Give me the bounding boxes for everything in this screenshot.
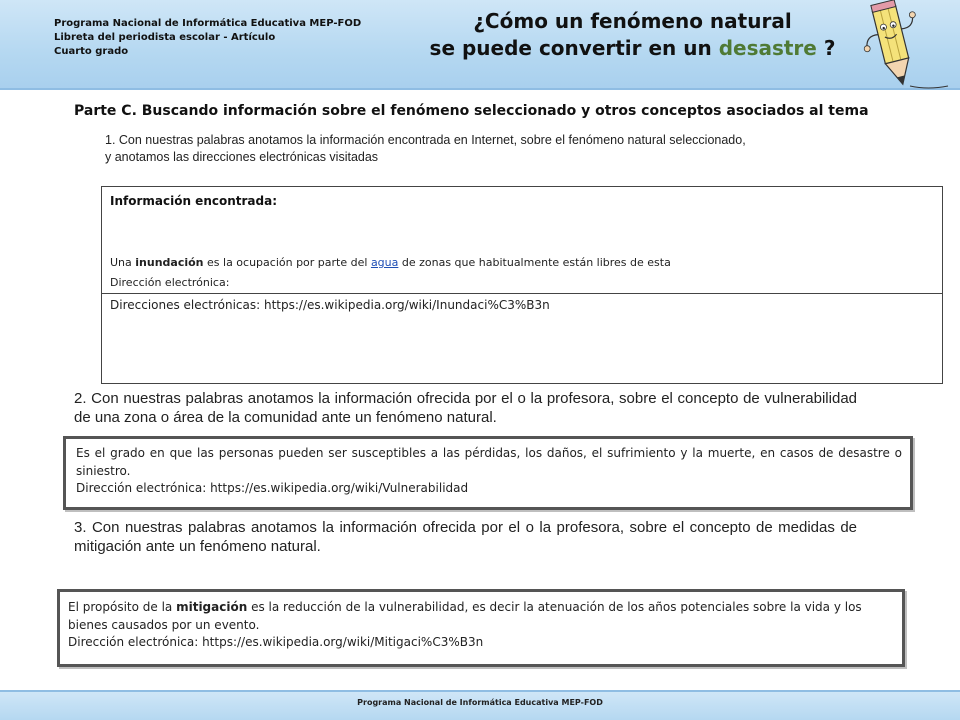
title-accent-word: desastre xyxy=(718,36,817,60)
information-cell xyxy=(102,187,942,294)
water-link[interactable]: agua xyxy=(370,256,399,269)
mitigation-answer-box xyxy=(57,589,905,667)
mitigation-address: Dirección electrónica: https://es.wikipedia.org/wiki/Mitigaci%C3%B3n xyxy=(68,635,484,649)
program-name: Programa Nacional de Informática Educativa MEP-FOD xyxy=(54,18,362,29)
question-2: 2. Con nuestras palabras anotamos la información ofrecida por el o la profesora, sobre el concepto de vulnerabilidad de una zona o área de la comunidad ante un fenómeno natural. xyxy=(74,390,857,426)
vulnerability-definition: Es el grado en que las personas pueden ser susceptibles a las pérdidas, los daños, el sufrimiento y la muerte, en casos de desastre o siniestro. xyxy=(76,446,902,478)
definition-start: Una xyxy=(110,256,136,269)
footer-band xyxy=(0,690,960,720)
title-line-2-end: ? xyxy=(816,36,836,60)
title-line-1: ¿Cómo un fenómeno natural xyxy=(473,9,792,33)
question-3: 3. Con nuestras palabras anotamos la información ofrecida por el o la profesora, sobre el concepto de medidas de mitigación ante un fenómeno natural. xyxy=(74,519,857,555)
footer-text: Programa Nacional de Informática Educativa MEP-FOD xyxy=(357,698,603,707)
vulnerability-address: Dirección electrónica: https://es.wikipedia.org/wiki/Vulnerabilidad xyxy=(76,481,469,495)
grade-label: Cuarto grado xyxy=(54,46,129,57)
pencil-character-icon xyxy=(858,0,958,92)
address-label: Dirección electrónica: xyxy=(110,276,230,289)
flood-definition xyxy=(110,256,671,269)
section-title: Parte C. Buscando información sobre el fenómeno seleccionado y otros conceptos asociados al tema xyxy=(74,103,869,119)
definition-end: de zonas que habitualmente están libres de esta xyxy=(398,256,671,269)
question-1-line-1: 1. Con nuestras palabras anotamos la información encontrada en Internet, sobre el fenómeno natural seleccionado, xyxy=(105,133,746,147)
program-info xyxy=(54,17,361,59)
mitigation-start: El propósito de la xyxy=(68,600,177,614)
definition-term: inundación xyxy=(135,256,204,269)
title-line-2 xyxy=(400,35,865,62)
page-title xyxy=(400,8,865,62)
question-1-line-2: y anotamos las direcciones electrónicas visitadas xyxy=(105,150,379,164)
mitigation-definition xyxy=(68,599,894,634)
question-1 xyxy=(105,132,905,166)
information-table xyxy=(101,186,943,384)
vulnerability-answer-box xyxy=(63,436,913,510)
mitigation-end: es la reducción de la vulnerabilidad, es decir la atenuación de los años potenciales sobre la vida y los bienes causados por un evento. xyxy=(68,600,862,632)
information-heading: Información encontrada: xyxy=(110,194,278,208)
definition-middle: es la ocupación por parte del xyxy=(203,256,371,269)
header-band xyxy=(0,0,960,90)
addresses-cell: Direcciones electrónicas: https://es.wikipedia.org/wiki/Inundaci%C3%B3n xyxy=(110,298,550,312)
mitigation-term: mitigación xyxy=(176,600,248,614)
title-line-2-start: se puede convertir en un xyxy=(429,36,719,60)
notebook-name: Libreta del periodista escolar - Artículo xyxy=(54,32,276,43)
